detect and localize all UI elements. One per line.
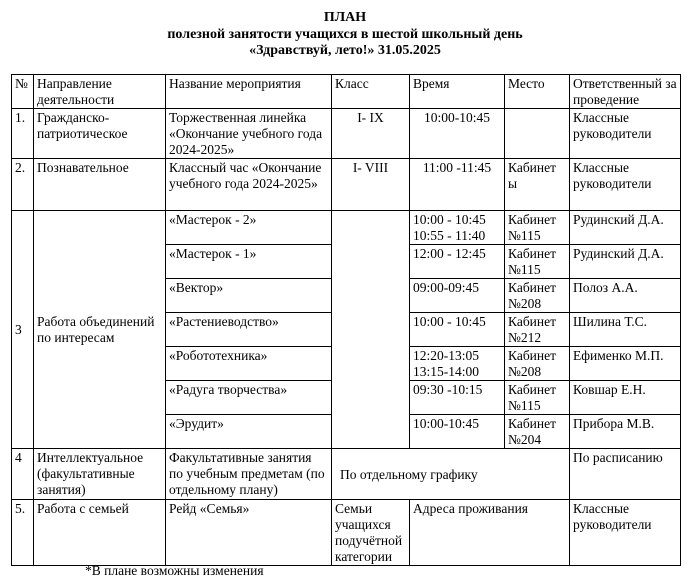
row-direction: Познавательное bbox=[34, 159, 166, 211]
row-place bbox=[505, 109, 570, 159]
club-place: Кабинет №208 bbox=[505, 347, 570, 381]
row-number: 5. bbox=[12, 500, 34, 566]
header-place: Место bbox=[505, 75, 570, 109]
plan-title: ПЛАН bbox=[323, 10, 367, 25]
club-responsible: Шилина Т.С. bbox=[570, 313, 681, 347]
club-event: «Растениеводство» bbox=[166, 313, 332, 347]
row-time: 10:00-10:45 bbox=[410, 109, 505, 159]
club-place: Кабинет №115 bbox=[505, 245, 570, 279]
header-responsible: Ответственный за проведение bbox=[570, 75, 681, 109]
table-header-row bbox=[12, 75, 681, 109]
row-number: 2. bbox=[12, 159, 34, 211]
club-event: «Мастерок - 2» bbox=[166, 211, 332, 245]
club-place: Кабинет №115 bbox=[505, 211, 570, 245]
club-time: 09:00-09:45 bbox=[410, 279, 505, 313]
club-event: «Робототехника» bbox=[166, 347, 332, 381]
row-event: Факультативные занятия по учебным предметам (по отдельному плану) bbox=[166, 449, 332, 500]
club-time: 12:20-13:05 13:15-14:00 bbox=[410, 347, 505, 381]
row-responsible: Классные руководители bbox=[570, 500, 681, 566]
row-responsible: По расписанию bbox=[570, 449, 681, 500]
plan-subtitle-event: «Здравствуй, лето!» 31.05.2025 bbox=[249, 43, 441, 58]
club-responsible: Ковшар Е.Н. bbox=[570, 381, 681, 415]
club-event: «Радуга творчества» bbox=[166, 381, 332, 415]
table-row bbox=[12, 211, 681, 245]
row-direction: Интеллектуальное (факультативные занятия) bbox=[34, 449, 166, 500]
table-row bbox=[12, 449, 681, 500]
header-direction: Направление деятельности bbox=[34, 75, 166, 109]
row-class: Семьи учащихся подучётной категории bbox=[332, 500, 410, 566]
plan-table bbox=[11, 74, 681, 566]
club-responsible: Рудинский Д.А. bbox=[570, 211, 681, 245]
header-event: Название мероприятия bbox=[166, 75, 332, 109]
row-number: 4 bbox=[12, 449, 34, 500]
row-schedule: По отдельному графику bbox=[332, 449, 570, 500]
header-time: Время bbox=[410, 75, 505, 109]
club-place: Кабинет №115 bbox=[505, 381, 570, 415]
club-place: Кабинет №204 bbox=[505, 415, 570, 449]
club-event: «Мастерок - 1» bbox=[166, 245, 332, 279]
row-direction: Работа объединений по интересам bbox=[34, 211, 166, 449]
row-number: 1. bbox=[12, 109, 34, 159]
row-event: Торжественная линейка «Окончание учебного года 2024-2025» bbox=[166, 109, 332, 159]
table-row bbox=[12, 500, 681, 566]
club-responsible: Рудинский Д.А. bbox=[570, 245, 681, 279]
club-responsible: Прибора М.В. bbox=[570, 415, 681, 449]
row-direction: Работа с семьей bbox=[34, 500, 166, 566]
row-time: 11:00 -11:45 bbox=[410, 159, 505, 211]
club-time: 10:00-10:45 bbox=[410, 415, 505, 449]
row-direction: Гражданско-патриотическое bbox=[34, 109, 166, 159]
row-class: I- VIII bbox=[332, 159, 410, 211]
club-responsible: Полоз А.А. bbox=[570, 279, 681, 313]
club-time: 12:00 - 12:45 bbox=[410, 245, 505, 279]
header-num: № bbox=[12, 75, 34, 109]
footnote: *В плане возможны изменения bbox=[85, 563, 264, 578]
club-place: Кабинет №208 bbox=[505, 279, 570, 313]
row-responsible: Классные руководители bbox=[570, 159, 681, 211]
club-class-empty bbox=[332, 211, 410, 449]
row-event: Классный час «Окончание учебного года 2024-2025» bbox=[166, 159, 332, 211]
row-responsible: Классные руководители bbox=[570, 109, 681, 159]
club-event: «Вектор» bbox=[166, 279, 332, 313]
club-time: 09:30 -10:15 bbox=[410, 381, 505, 415]
row-place: Кабинет ы bbox=[505, 159, 570, 211]
club-place: Кабинет №212 bbox=[505, 313, 570, 347]
row-number: 3 bbox=[12, 211, 34, 449]
table-row bbox=[12, 109, 681, 159]
plan-subtitle: полезной занятости учащихся в шестой школьный день bbox=[167, 27, 523, 42]
row-place: Адреса проживания bbox=[410, 500, 570, 566]
row-class: I- IX bbox=[332, 109, 410, 159]
table-row bbox=[12, 159, 681, 211]
club-time: 10:00 - 10:45 10:55 - 11:40 bbox=[410, 211, 505, 245]
club-event: «Эрудит» bbox=[166, 415, 332, 449]
club-responsible: Ефименко М.П. bbox=[570, 347, 681, 381]
row-event: Рейд «Семья» bbox=[166, 500, 332, 566]
header-class: Класс bbox=[332, 75, 410, 109]
club-time: 10:00 - 10:45 bbox=[410, 313, 505, 347]
